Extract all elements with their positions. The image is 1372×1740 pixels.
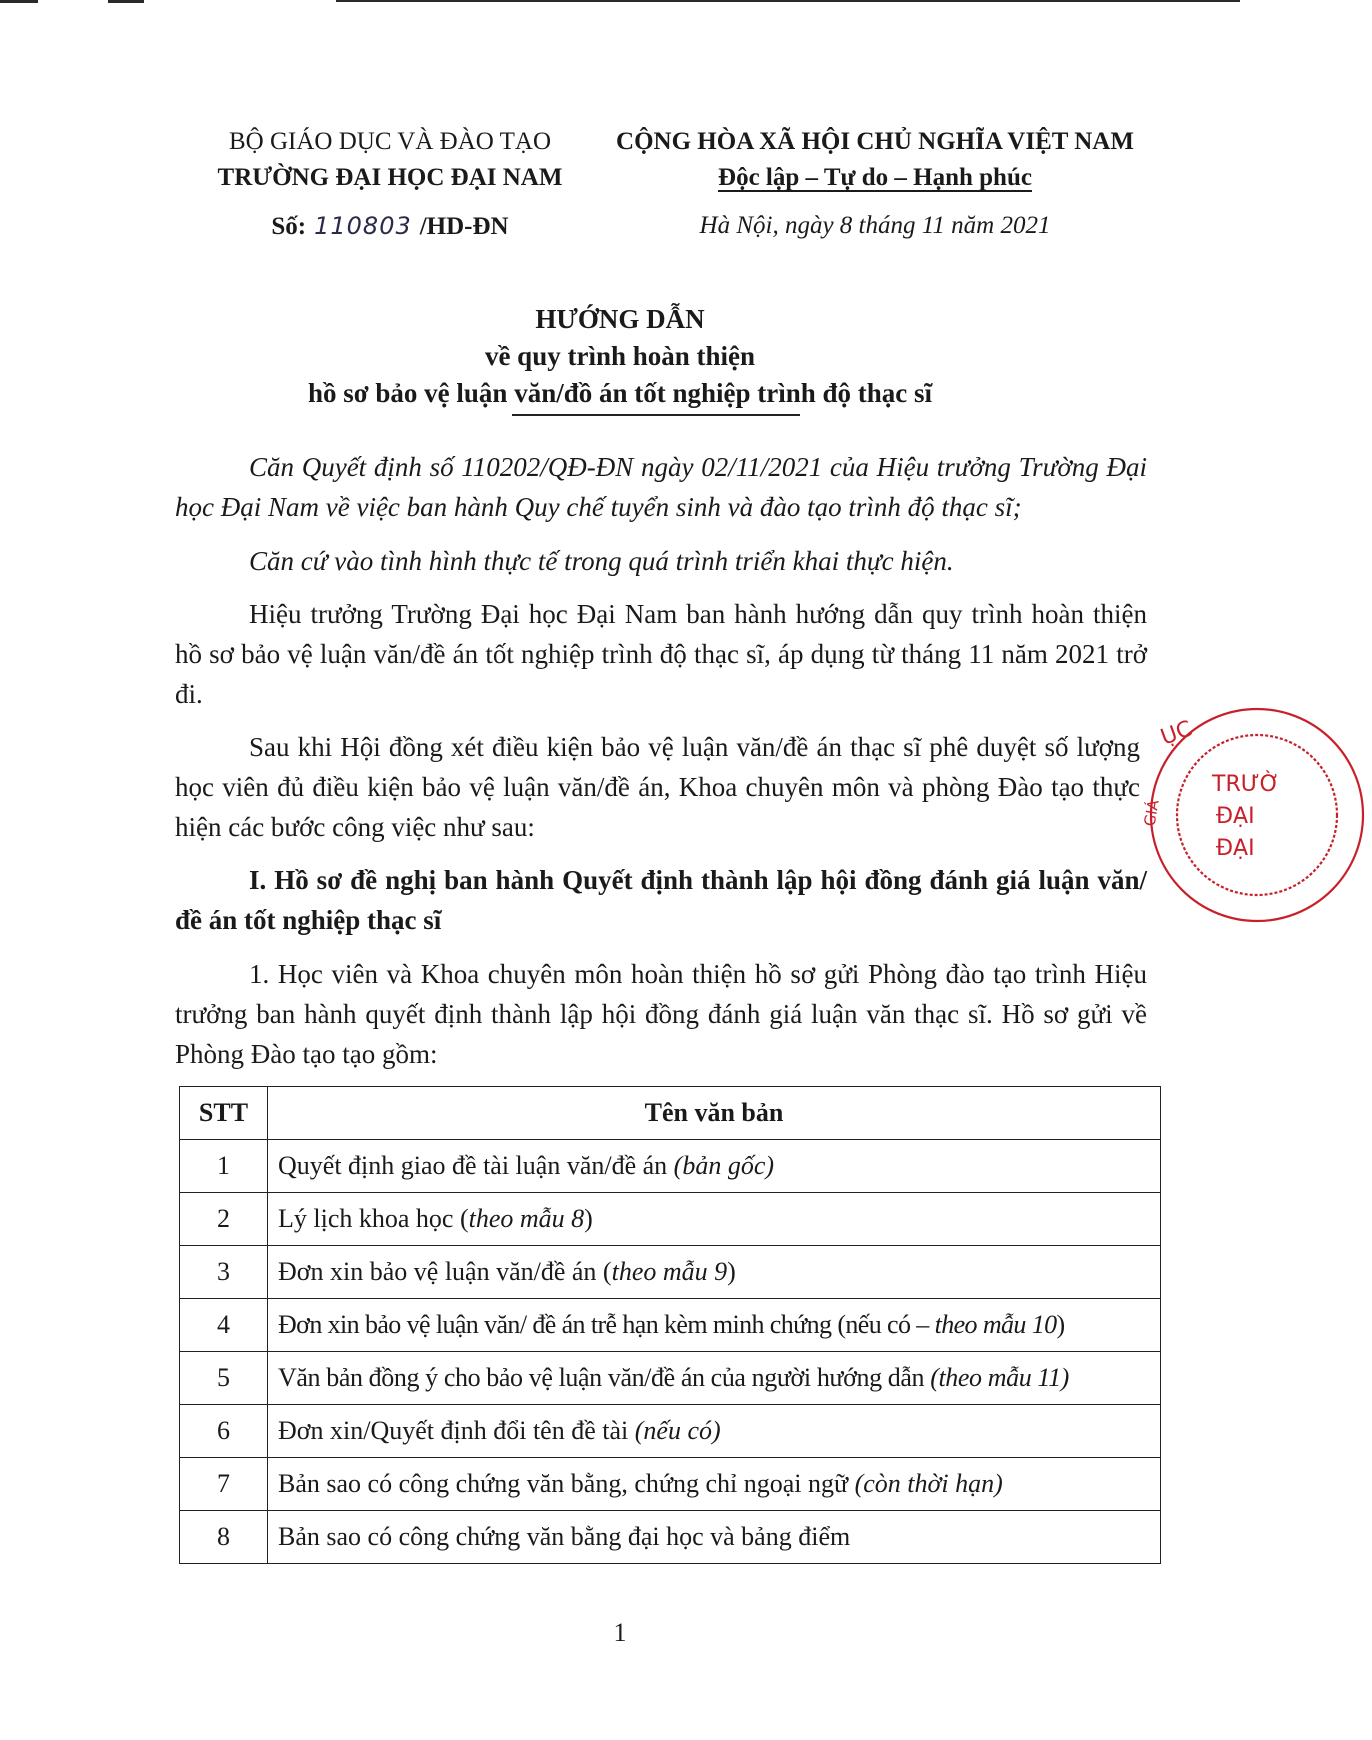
header-stt: STT bbox=[180, 1087, 268, 1140]
row-note: theo mẫu 9 bbox=[611, 1257, 728, 1286]
table-header-row bbox=[180, 1087, 1161, 1140]
row-stt: 8 bbox=[180, 1511, 268, 1564]
row-stt: 3 bbox=[180, 1246, 268, 1299]
page-number: 1 bbox=[613, 1618, 627, 1647]
table-row bbox=[180, 1193, 1161, 1246]
section-1-heading: I. Hồ sơ đề nghị ban hành Quyết định thành lập hội đồng đánh giá luận văn/đề án tốt nghiệp thạc sĩ bbox=[175, 865, 1147, 935]
national-motto: Độc lập – Tự do – Hạnh phúc bbox=[718, 164, 1032, 191]
official-seal bbox=[1142, 705, 1372, 925]
table-row bbox=[180, 1511, 1161, 1564]
republic-name: CỘNG HÒA XÃ HỘI CHỦ NGHĨA VIỆT NAM bbox=[616, 128, 1134, 155]
row-document-name: Quyết định giao đề tài luận văn/đề án (bản gốc) bbox=[268, 1140, 1161, 1193]
place-date: Hà Nội, ngày 8 tháng 11 năm 2021 bbox=[699, 212, 1051, 239]
row-document-name: Lý lịch khoa học (theo mẫu 8) bbox=[268, 1193, 1161, 1246]
row-stt: 6 bbox=[180, 1405, 268, 1458]
table-row bbox=[180, 1405, 1161, 1458]
title-line-3: hồ sơ bảo vệ luận văn/đồ án tốt nghiệp trình độ thạc sĩ bbox=[307, 378, 933, 408]
school-name: TRƯỜNG ĐẠI HỌC ĐẠI NAM bbox=[217, 164, 563, 191]
row-note: theo mẫu 10 bbox=[934, 1310, 1057, 1339]
seal-text-line1: TRƯỜ bbox=[1212, 772, 1280, 797]
procedure-paragraph: Sau khi Hội đồng xét điều kiện bảo vệ luận văn/đề án thạc sĩ phê duyệt số lượng học viên đủ điều kiện bảo vệ luận văn/đề án, Khoa chuyên môn và phòng Đào tạo thực hiện các bước công việc như sau: bbox=[175, 732, 1140, 842]
header-document-name: Tên văn bản bbox=[268, 1087, 1161, 1140]
documents-table bbox=[179, 1086, 1161, 1564]
table-row bbox=[180, 1246, 1161, 1299]
row-note: (bản gốc) bbox=[673, 1151, 775, 1180]
title-line-2: về quy trình hoàn thiện bbox=[484, 341, 756, 371]
table-row bbox=[180, 1352, 1161, 1405]
table-row bbox=[180, 1458, 1161, 1511]
row-document-name: Văn bản đồng ý cho bảo vệ luận văn/đề án của người hướng dẫn (theo mẫu 11) bbox=[268, 1352, 1161, 1405]
seal-text-top: ỤC bbox=[1157, 716, 1196, 751]
title-underline bbox=[512, 414, 800, 416]
row-document-name: Đơn xin/Quyết định đổi tên đề tài (nếu có) bbox=[268, 1405, 1161, 1458]
row-stt: 7 bbox=[180, 1458, 268, 1511]
seal-text-side: GIÁ bbox=[1140, 798, 1163, 828]
row-document-name: Đơn xin bảo vệ luận văn/đề án (theo mẫu 9) bbox=[268, 1246, 1161, 1299]
row-stt: 4 bbox=[180, 1299, 268, 1352]
row-stt: 2 bbox=[180, 1193, 268, 1246]
table-row bbox=[180, 1140, 1161, 1193]
row-document-name: Bản sao có công chứng văn bằng, chứng chỉ ngoại ngữ (còn thời hạn) bbox=[268, 1458, 1161, 1511]
scan-artifact bbox=[336, 0, 1240, 2]
basis-reality: Căn cứ vào tình hình thực tế trong quá trình triển khai thực hiện. bbox=[249, 546, 954, 576]
row-note: (còn thời hạn) bbox=[854, 1469, 1003, 1498]
table-body bbox=[180, 1140, 1161, 1564]
row-stt: 1 bbox=[180, 1140, 268, 1193]
seal-text-line3: ĐẠI bbox=[1216, 836, 1255, 861]
scan-artifact bbox=[108, 0, 144, 3]
seal-text-line2: ĐẠI bbox=[1216, 804, 1255, 829]
document-number bbox=[180, 208, 600, 245]
handwritten-number: 110803 bbox=[314, 212, 412, 240]
number-prefix: Số: bbox=[271, 213, 307, 240]
row-note: (theo mẫu 11) bbox=[930, 1363, 1069, 1392]
title-line-1: HƯỚNG DẪN bbox=[535, 304, 705, 334]
table-row bbox=[180, 1299, 1161, 1352]
scan-artifact bbox=[0, 0, 38, 3]
seal-inner-ring bbox=[1177, 735, 1337, 895]
basis-decision: Căn Quyết định số 110202/QĐ-ĐN ngày 02/11/2021 của Hiệu trưởng Trường Đại học Đại Nam về việc ban hành Quy chế tuyển sinh và đào tạo trình độ thạc sĩ; bbox=[175, 452, 1147, 522]
row-document-name: Bản sao có công chứng văn bằng đại học và bảng điểm bbox=[268, 1511, 1161, 1564]
item-1-paragraph: 1. Học viên và Khoa chuyên môn hoàn thiện hồ sơ gửi Phòng đào tạo trình Hiệu trưởng ban hành quyết định thành lập hội đồng đánh giá luận văn thạc sĩ. Hồ sơ gửi về Phòng Đào tạo tạo gồm: bbox=[175, 959, 1147, 1069]
number-suffix: /HD-ĐN bbox=[419, 213, 509, 240]
ministry-name: BỘ GIÁO DỤC VÀ ĐÀO TẠO bbox=[229, 128, 551, 155]
row-note: theo mẫu 8 bbox=[468, 1204, 585, 1233]
row-note: (nếu có) bbox=[634, 1416, 721, 1445]
intro-paragraph: Hiệu trưởng Trường Đại học Đại Nam ban hành hướng dẫn quy trình hoàn thiện hồ sơ bảo vệ luận văn/đề án tốt nghiệp trình độ thạc sĩ, áp dụng từ tháng 11 năm 2021 trở đi. bbox=[175, 599, 1147, 709]
row-stt: 5 bbox=[180, 1352, 268, 1405]
row-document-name: Đơn xin bảo vệ luận văn/ đề án trễ hạn kèm minh chứng (nếu có – theo mẫu 10) bbox=[268, 1299, 1161, 1352]
